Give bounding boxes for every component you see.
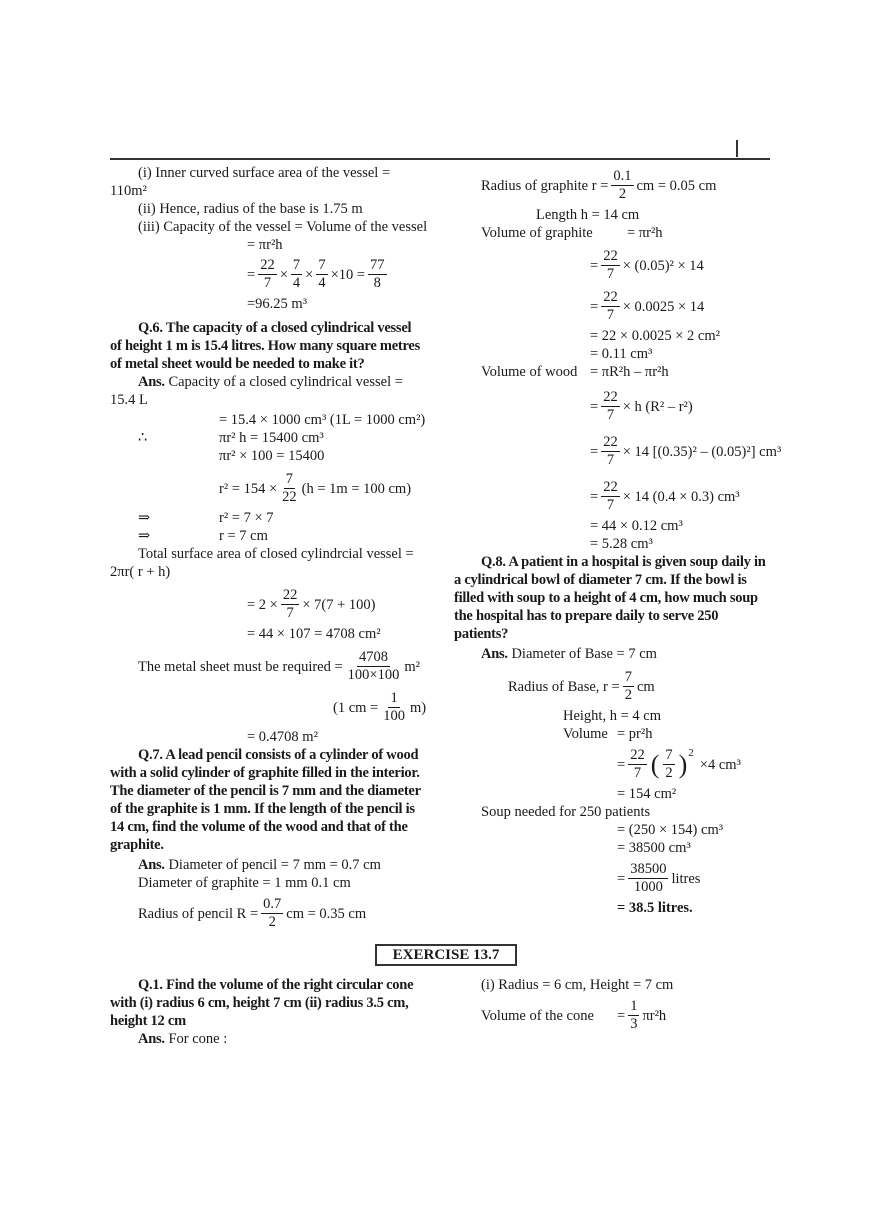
question-line: the hospital has to prepare daily to serve 250 — [454, 608, 719, 624]
equation-fraction — [110, 471, 430, 506]
equation-row — [110, 429, 430, 447]
text: = — [617, 1007, 626, 1024]
right-column — [454, 164, 782, 917]
text: m² — [404, 658, 420, 675]
equation: =96.25 m³ — [247, 296, 308, 312]
fraction — [628, 861, 668, 896]
text: For cone : — [168, 1031, 228, 1047]
answer-line — [110, 373, 430, 391]
header-rule — [110, 158, 770, 160]
fraction — [280, 471, 299, 506]
equation: r² = 7 × 7 — [219, 510, 274, 526]
equation: = (250 × 154) cm³ — [617, 822, 724, 838]
denominator: 7 — [263, 275, 272, 291]
text-line: Diameter of graphite = 1 mm 0.1 cm — [138, 875, 351, 891]
text-line: 15.4 L — [110, 392, 148, 408]
denominator: 2 — [665, 765, 673, 781]
numerator: 7 — [624, 669, 632, 685]
question-line: graphite. — [110, 837, 164, 853]
denominator: 2 — [618, 186, 627, 202]
text: = — [617, 870, 626, 887]
equation: = πr²h — [247, 237, 283, 253]
numerator: 0.1 — [613, 168, 632, 184]
fraction — [316, 257, 327, 292]
equation: = 5.28 cm³ — [590, 536, 653, 552]
text: × 7(7 + 100) — [302, 596, 376, 613]
denominator: 4 — [318, 275, 326, 291]
equation: = πr²h — [627, 225, 663, 241]
equation-fraction — [454, 479, 770, 514]
denominator: 8 — [373, 275, 381, 291]
equation: = πR²h – πr²h — [590, 364, 669, 380]
fraction — [261, 896, 283, 931]
fraction — [368, 257, 387, 292]
op: ×10 = — [330, 266, 366, 283]
text: = — [590, 257, 599, 274]
text: = — [617, 756, 626, 773]
op: × — [279, 266, 288, 283]
text: (h = 1m = 100 cm) — [301, 480, 412, 497]
equation-fraction — [454, 389, 770, 424]
text: = 2 × — [247, 596, 278, 613]
fraction — [601, 434, 620, 469]
question-line: Q.1. Find the volume of the right circular cone — [138, 977, 414, 993]
text: r² = 154 × — [219, 480, 278, 497]
numerator: 22 — [630, 747, 645, 763]
implies-symbol: ⇒ — [138, 528, 151, 544]
equation-fraction — [454, 248, 770, 283]
numerator: 38500 — [630, 861, 667, 877]
text-line: Length h = 14 cm — [536, 207, 640, 223]
text: Radius of graphite r = — [481, 177, 609, 194]
ans-label: Ans. — [138, 857, 165, 873]
text: = — [590, 398, 599, 415]
question-line: a cylindrical bowl of diameter 7 cm. If the bowl is — [454, 572, 747, 588]
text: = — [590, 488, 599, 505]
text-line: (i) Radius = 6 cm, Height = 7 cm — [481, 977, 674, 993]
equation: r = 7 cm — [219, 528, 268, 544]
fraction — [601, 289, 620, 324]
text: Radius of pencil R = — [138, 905, 259, 922]
text-line: Total surface area of closed cylindrcial vessel = — [138, 546, 414, 562]
question-line: of height 1 m is 15.4 litres. How many square metres — [110, 338, 421, 354]
text: × 14 [(0.35)² – (0.05)²] cm³ — [622, 443, 782, 460]
numerator: 7 — [665, 747, 673, 763]
denominator: 7 — [606, 452, 615, 468]
equation-row — [454, 725, 770, 743]
text: ×4 cm³ — [699, 756, 741, 773]
page-marker — [736, 140, 738, 157]
left-column — [110, 164, 430, 934]
ans-label: Ans. — [138, 374, 165, 390]
equation: = 154 cm² — [617, 786, 677, 802]
text: πr²h — [642, 1007, 667, 1024]
text: Volume of the cone — [481, 1007, 594, 1024]
equation: = 44 × 107 = 4708 cm² — [247, 626, 381, 642]
equation-row — [110, 509, 430, 527]
fraction — [346, 649, 402, 684]
ans-label: Ans. — [481, 646, 508, 662]
numerator: 1 — [390, 690, 398, 706]
op: × — [305, 266, 314, 283]
equation: πr² h = 15400 cm³ — [219, 430, 324, 446]
final-answer: = 38.5 litres. — [617, 900, 693, 916]
fraction — [628, 998, 639, 1033]
text: Diameter of pencil = 7 mm = 0.7 cm — [168, 857, 381, 873]
text: cm = 0.05 cm — [636, 177, 717, 194]
text: × h (R² – r²) — [622, 398, 693, 415]
exponent: 2 — [688, 747, 694, 759]
numerator: 22 — [603, 389, 618, 405]
denominator: 7 — [606, 307, 615, 323]
paren: ) — [678, 749, 688, 779]
question-line: filled with soup to a height of 4 cm, how much soup — [454, 590, 758, 606]
equation-fraction — [454, 998, 770, 1033]
implies-symbol: ⇒ — [138, 510, 151, 526]
exercise-section — [110, 976, 770, 1048]
text-line: 110m² — [110, 183, 147, 199]
fraction — [601, 389, 620, 424]
text-line: (ii) Hence, radius of the base is 1.75 m — [138, 201, 363, 217]
therefore-symbol: ∴ — [138, 430, 148, 446]
text: × 0.0025 × 14 — [622, 298, 705, 315]
text: cm = 0.35 cm — [286, 905, 367, 922]
main-columns — [110, 164, 782, 934]
question-line: of the graphite is 1 mm. If the length of the pencil is — [110, 801, 415, 817]
equation-fraction — [454, 434, 782, 469]
equation-fraction — [110, 896, 430, 931]
question-line: of metal sheet would be needed to make it? — [110, 356, 365, 372]
question-line: The diameter of the pencil is 7 mm and the diameter — [110, 783, 421, 799]
equation: = 38500 cm³ — [617, 840, 691, 856]
fraction — [281, 587, 300, 622]
denominator: 100×100 — [347, 667, 400, 683]
ans-label: Ans. — [138, 1031, 165, 1047]
denominator: 4 — [292, 275, 301, 291]
exercise-right-column — [454, 976, 770, 1036]
denominator: 2 — [624, 687, 632, 703]
denominator: 7 — [606, 266, 615, 282]
equation-fraction — [110, 257, 430, 292]
text: cm — [636, 678, 655, 695]
equation: = 44 × 0.12 cm³ — [590, 518, 683, 534]
fraction — [601, 479, 620, 514]
question-line: height 12 cm — [110, 1013, 186, 1029]
question-line: 14 cm, find the volume of the wood and that of the — [110, 819, 408, 835]
numerator: 22 — [603, 289, 618, 305]
denominator: 7 — [633, 765, 642, 781]
equation: = 22 × 0.0025 × 2 cm² — [590, 328, 720, 344]
text-line: (i) Inner curved surface area of the vessel = — [138, 165, 391, 181]
text: Volume of graphite — [481, 225, 593, 241]
text: The metal sheet must be required = — [138, 658, 343, 675]
equation-row — [454, 363, 770, 381]
numerator: 4708 — [359, 649, 389, 665]
equation: = pr²h — [617, 726, 653, 742]
denominator: 7 — [606, 497, 615, 513]
text: × 14 (0.4 × 0.3) cm³ — [622, 488, 740, 505]
text: Volume — [563, 726, 608, 742]
fraction — [611, 168, 633, 203]
denominator: 22 — [282, 489, 297, 505]
text: Diameter of Base = 7 cm — [511, 646, 657, 662]
equation: = 15.4 × 1000 cm³ (1L = 1000 cm²) — [219, 412, 426, 428]
equation-fraction — [110, 587, 430, 622]
paren: ( — [650, 749, 660, 779]
text: Radius of Base, r = — [508, 678, 620, 695]
equation-fraction — [454, 168, 770, 203]
question-line: with a solid cylinder of graphite filled in the interior. — [110, 765, 420, 781]
equation-fraction — [454, 289, 770, 324]
question-line: Q.6. The capacity of a closed cylindrical vessel — [138, 320, 412, 336]
numerator: 22 — [603, 248, 618, 264]
exercise-left-column — [110, 976, 430, 1048]
answer-line — [110, 856, 430, 874]
denominator: 100 — [383, 708, 405, 724]
fraction — [291, 257, 302, 292]
fraction — [663, 747, 674, 782]
question-line: patients? — [454, 626, 509, 642]
numerator: 77 — [370, 257, 385, 273]
equation-row — [454, 224, 770, 242]
numerator: 7 — [285, 471, 294, 487]
numerator: 22 — [603, 479, 618, 495]
text: Volume of wood — [481, 364, 578, 380]
numerator: 7 — [318, 257, 326, 273]
exercise-heading: EXERCISE 13.7 — [375, 944, 517, 966]
page-body — [110, 164, 782, 1048]
numerator: 7 — [292, 257, 301, 273]
text: × (0.05)² × 14 — [622, 257, 704, 274]
answer-line — [110, 1030, 430, 1048]
equation-fraction — [454, 861, 770, 896]
numerator: 1 — [630, 998, 638, 1014]
fraction — [628, 747, 647, 782]
equation-fraction — [110, 690, 430, 725]
text: litres — [671, 870, 701, 887]
text: m) — [409, 699, 427, 716]
equation-row — [110, 527, 430, 545]
equation: = 0.4708 m² — [247, 729, 318, 745]
text: = — [590, 443, 599, 460]
equation-fraction — [454, 747, 770, 782]
text-line: Height, h = 4 cm — [563, 708, 661, 724]
equation-fraction — [454, 669, 770, 704]
eq: = — [247, 266, 256, 283]
text: = — [590, 298, 599, 315]
numerator: 0.7 — [263, 896, 282, 912]
numerator: 22 — [282, 587, 298, 603]
denominator: 1000 — [633, 879, 663, 895]
denominator: 3 — [630, 1016, 638, 1032]
question-line: Q.7. A lead pencil consists of a cylinder of wood — [138, 747, 419, 763]
fraction — [601, 248, 620, 283]
fraction — [381, 690, 407, 725]
fraction — [623, 669, 634, 704]
text-line: (iii) Capacity of the vessel = Volume of the vessel — [138, 219, 428, 235]
answer-line — [454, 645, 770, 663]
text-line: Soup needed for 250 patients — [481, 804, 651, 820]
question-line: Q.8. A patient in a hospital is given soup daily in — [481, 554, 766, 570]
equation: πr² × 100 = 15400 — [219, 448, 325, 464]
text: Capacity of a closed cylindrical vessel = — [168, 374, 403, 390]
question-line: with (i) radius 6 cm, height 7 cm (ii) radius 3.5 cm, — [110, 995, 409, 1011]
text-line: 2πr( r + h) — [110, 564, 171, 580]
denominator: 7 — [286, 605, 294, 621]
text: (1 cm = — [333, 699, 379, 716]
denominator: 2 — [268, 914, 276, 930]
numerator: 22 — [260, 257, 275, 273]
denominator: 7 — [606, 407, 615, 423]
equation-fraction — [110, 649, 430, 684]
numerator: 22 — [603, 434, 618, 450]
equation: = 0.11 cm³ — [590, 346, 653, 362]
fraction — [258, 257, 277, 292]
